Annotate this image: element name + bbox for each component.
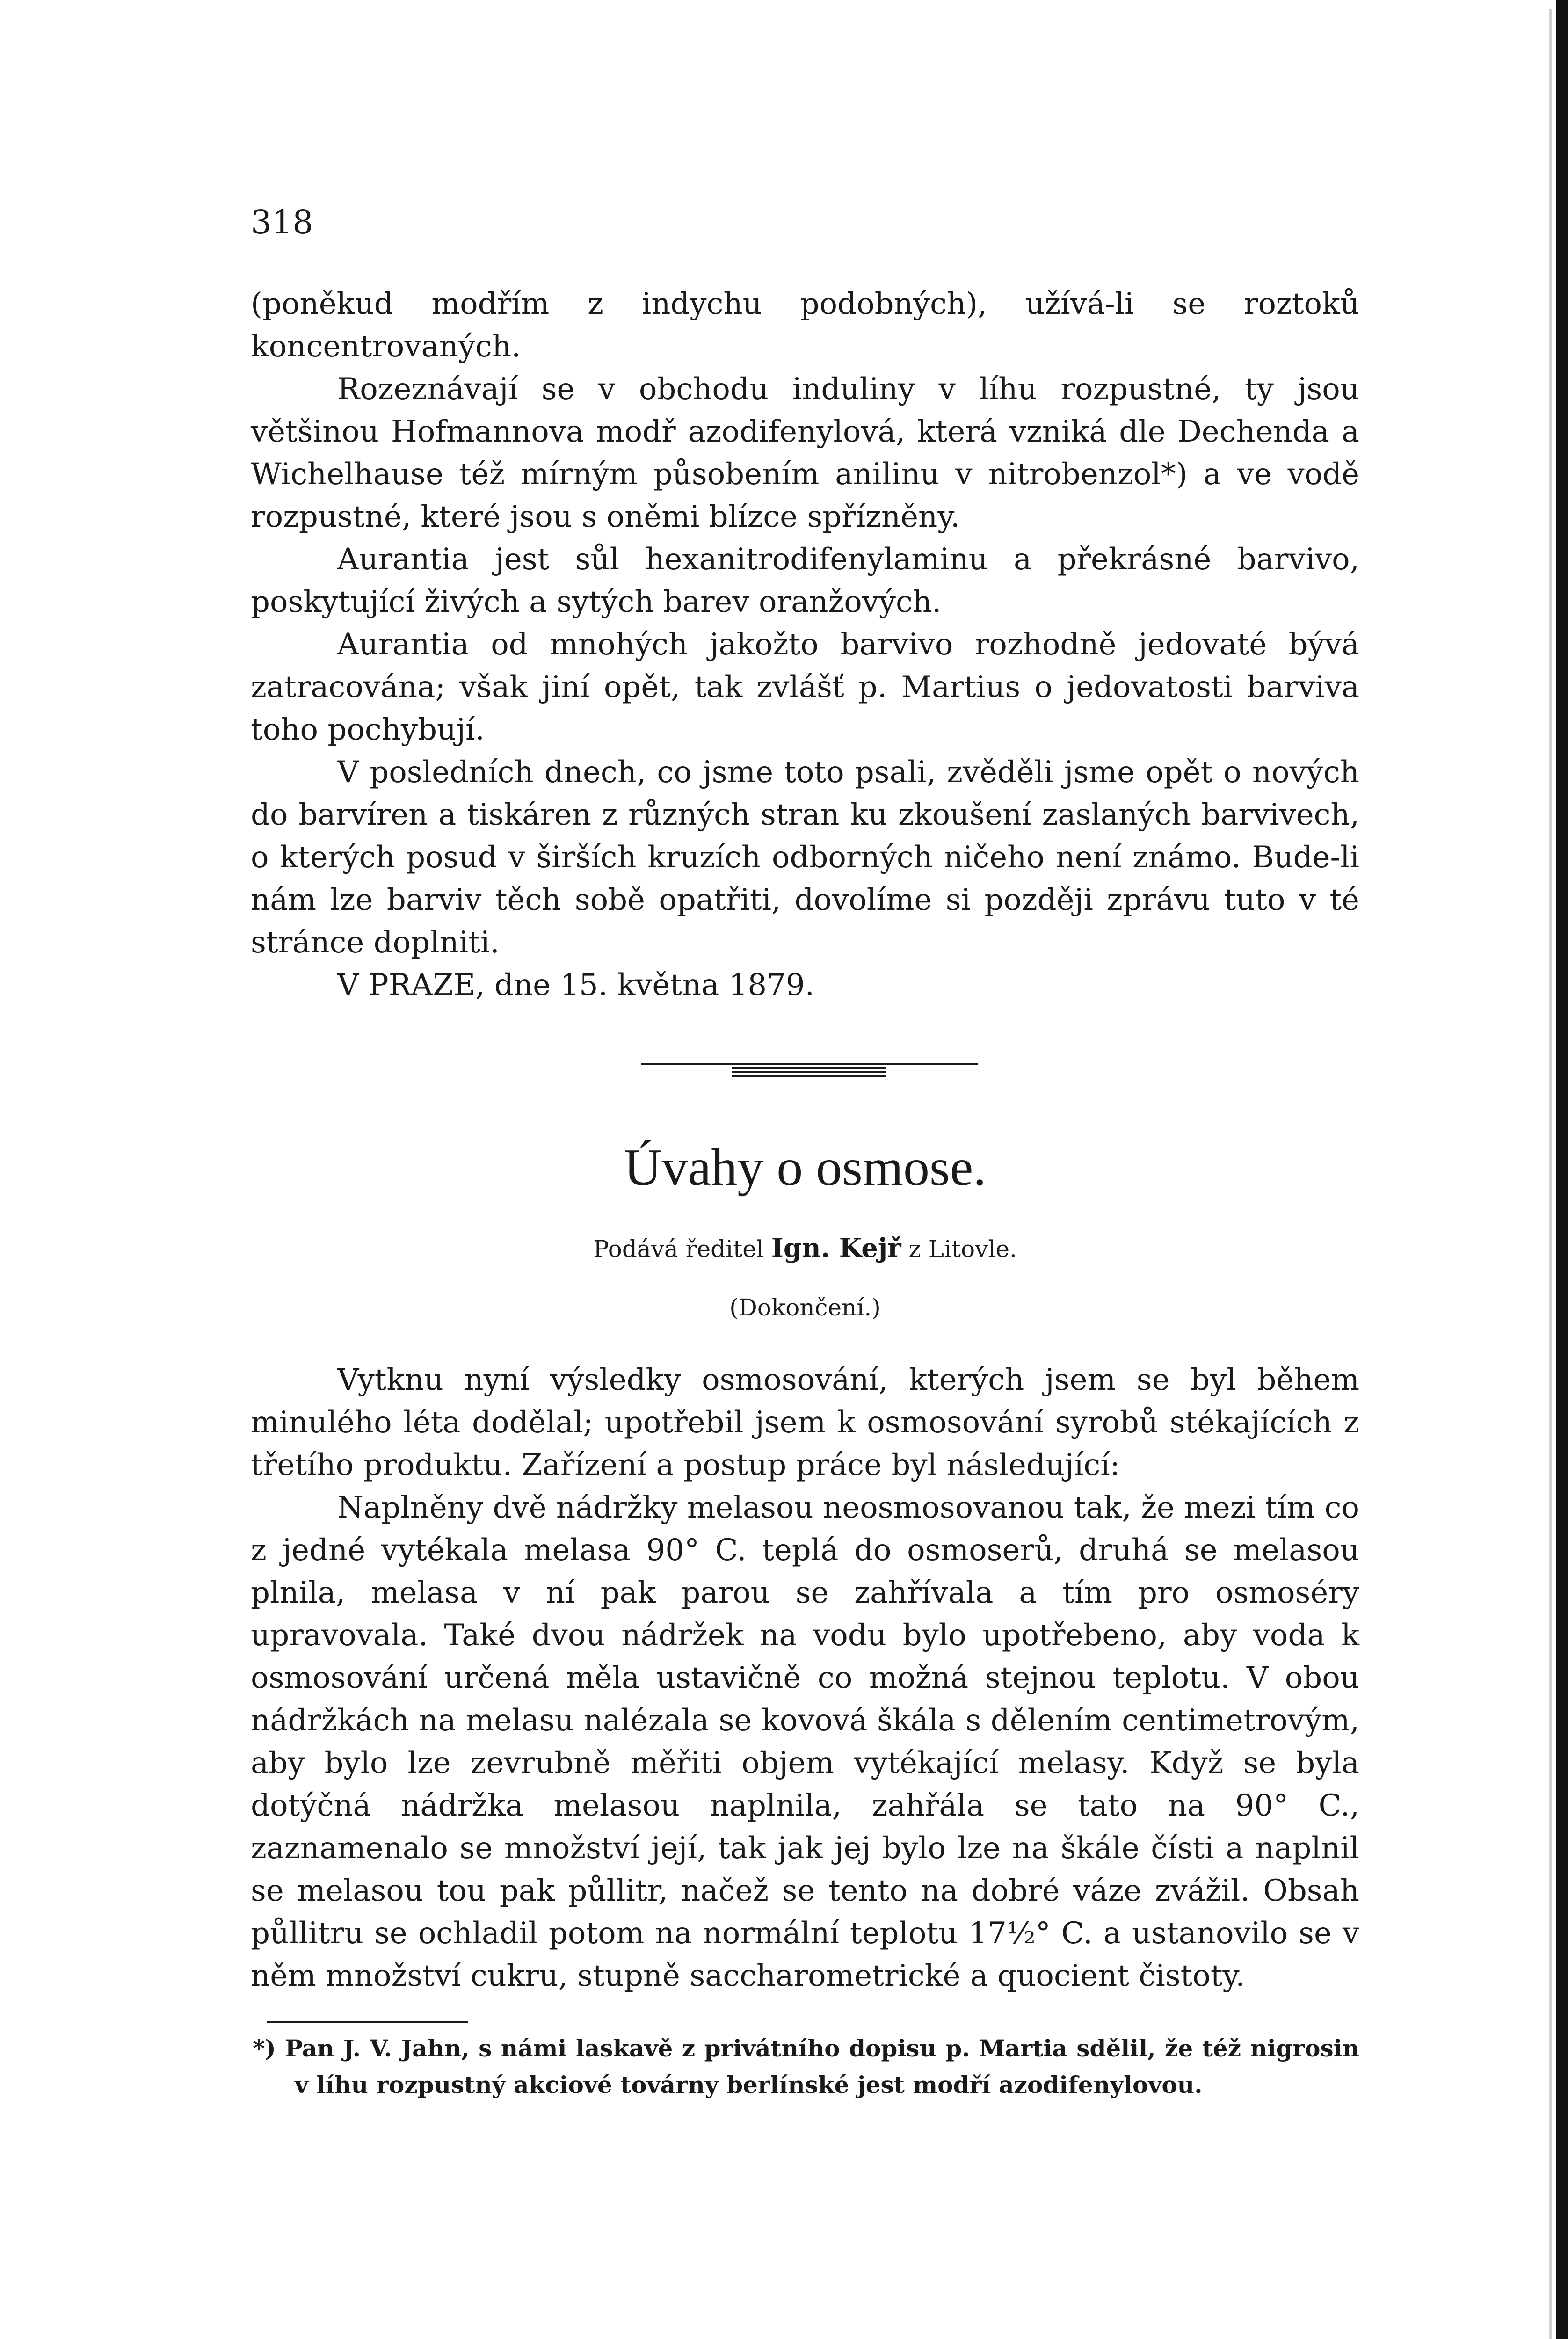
paragraph: Naplněny dvě nádržky melasou neosmosovanou tak, že mezi tím co z jedné vytékala melasa 90° C. teplá do osmoserů, druhá se melasou plnila, melasa v ní pak parou se zahřívala a tím pro osmoséry upravovala. Také dvou nádržek na vodu bylo upotřebeno, aby voda k osmosování určená měla ustavičně co možná stejnou teplotu. V obou nádržkách na melasu nalézala se kovová škála s dělením centimetrovým, aby bylo lze zevrubně měřiti objem vytékající melasy. Když se byla dotýčná nádržka melasou naplnila, zahřála se tato na 90° C., zaznamenalo se množství její, tak jak jej bylo lze na škále čísti a naplnil se melasou tou pak půllitr, načež se tento na dobré váze zvážil. Obsah půllitru se ochladil potom na normální teplotu 17½° C. a ustanovilo se v něm množství cukru, stupně saccharometrické a quocient čistoty. xyxy=(251,1490,1359,1993)
article-body xyxy=(251,1359,1359,1998)
paragraph: Vytknu nyní výsledky osmosování, kterých jsem se byl během minulého léta dodělal; upotřebil jsem k osmosování syrobů stékajících z třetího produktu. Zařízení a postup práce byl následující: xyxy=(251,1363,1359,1482)
continued-note: (Dokončení.) xyxy=(729,1294,881,1321)
paragraph: Aurantia jest sůl hexanitrodifenylaminu a překrásné barvivo, poskytující živých a sytých barev oranžových. xyxy=(251,542,1359,619)
article-title: Úvahy o osmose. xyxy=(624,1139,987,1197)
paragraph: Rozeznávají se v obchodu induliny v líhu rozpustné, ty jsou většinou Hofmannova modř azodifenylová, která vzniká dle Dechenda a Wichelhause též mírným působením anilinu v nitrobenzol*) a ve vodě rozpustné, které jsou s oněmi blízce spřízněny. xyxy=(251,372,1359,534)
paragraph: (poněkud modřím z indychu podobných), užívá-li se roztoků koncentrovaných. xyxy=(251,287,1359,364)
page-number: 318 xyxy=(251,203,313,241)
footnote-mark: *) xyxy=(253,2034,276,2062)
footnote-rule xyxy=(267,2021,468,2023)
dateline: V PRAZE, dne 15. května 1879. xyxy=(337,968,814,1002)
scan-edge xyxy=(1556,0,1568,2339)
footnote xyxy=(253,2030,1359,2103)
byline-author: Ign. Kejř xyxy=(771,1233,901,1264)
article-byline xyxy=(251,1233,1359,1264)
paragraph: V posledních dnech, co jsme toto psali, zvěděli jsme opět o nových do barvíren a tiskáren z různých stran ku zkoušení zaslaných barvivech, o kterých posud v širších kruzích odborných ničeho není známo. Bude-li nám lze barviv těch sobě opatřiti, dovolíme si později zprávu tuto v té stránce doplniti. xyxy=(251,755,1359,960)
paragraph: Aurantia od mnohých jakožto barvivo rozhodně jedovaté bývá zatracována; však jiní opět, tak zvlášť p. Martius o jedovatosti barviva toho pochybují. xyxy=(251,627,1359,747)
byline-suffix: z Litovle. xyxy=(908,1235,1017,1263)
section-divider-ornament xyxy=(641,1063,978,1080)
scan-edge-inner xyxy=(1549,9,1552,2339)
footnote-text: Pan J. V. Jahn, s námi laskavě z privátního dopisu p. Martia sdělil, že též nigrosin v líhu rozpustný akciové továrny berlínské jest modří azodifenylovou. xyxy=(285,2034,1359,2099)
byline-prefix: Podává ředitel xyxy=(593,1235,764,1263)
section-continuation xyxy=(251,283,1359,1007)
